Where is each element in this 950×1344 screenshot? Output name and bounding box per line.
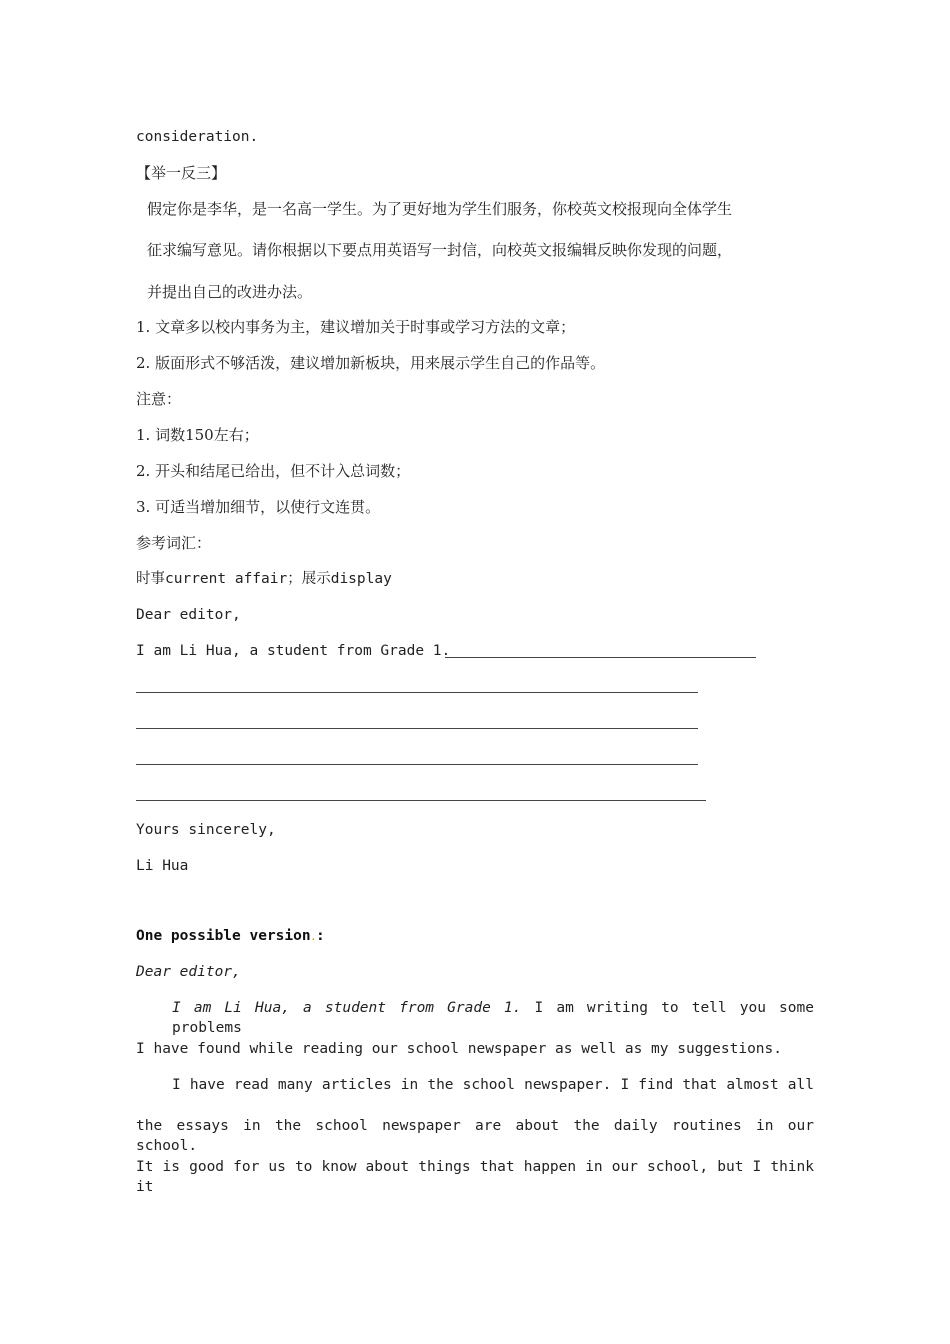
continued-text: consideration. (136, 129, 259, 145)
point-2: 2. 版面形式不够活泼，建议增加新板块，用来展示学生自己的作品等。 (136, 354, 606, 372)
letter-signature: Li Hua (136, 858, 189, 874)
letter-closing: Yours sincerely, (136, 822, 276, 838)
sample-p1-line-1 (172, 998, 814, 1038)
note-1: 1. 词数150左右； (136, 426, 259, 444)
answer-line (136, 800, 706, 801)
sample-p2-line-1: I have read many articles in the school newspaper. I find that almost all (172, 1077, 814, 1093)
point-1: 1. 文章多以校内事务为主，建议增加关于时事或学习方法的文章； (136, 318, 576, 336)
section-title: 【举一反三】 (136, 164, 227, 182)
note-2: 2. 开头和结尾已给出，但不计入总词数； (136, 462, 411, 480)
answer-line (136, 692, 698, 693)
prompt-line-2: 征求编写意见。请你根据以下要点用英语写一封信，向校英文报编辑反映你发现的问题， (147, 241, 733, 259)
answer-line (136, 728, 698, 729)
sample-p1-line-2: I have found while reading our school newspaper as well as my suggestions. (136, 1041, 783, 1057)
vocab-title: 参考词汇： (136, 534, 212, 552)
note-3: 3. 可适当增加细节，以使行文连贯。 (136, 498, 381, 516)
answer-line (445, 657, 756, 658)
sample-p2-line-2: the essays in the school newspaper are about the daily routines in our school. (136, 1118, 814, 1154)
sample-p1-rest: I am writing to tell you some problems (172, 1000, 814, 1036)
mark-dot: . (310, 933, 317, 943)
notes-title: 注意： (136, 390, 182, 408)
letter-greeting: Dear editor, (136, 607, 241, 623)
vocab-line: 时事current affair；展示display (136, 571, 392, 587)
answer-line (136, 764, 698, 765)
prompt-line-1: 假定你是李华，是一名高一学生。为了更好地为学生们服务，你校英文校报现向全体学生 (147, 200, 733, 218)
letter-opening: I am Li Hua, a student from Grade 1. (136, 643, 451, 659)
sample-greeting: Dear editor, (136, 964, 241, 980)
sample-title-text: One possible version (136, 928, 311, 944)
sample-p1-italic: I am Li Hua, a student from Grade 1. (172, 1000, 522, 1016)
sample-title (136, 926, 325, 948)
prompt-line-3: 并提出自己的改进办法。 (147, 283, 313, 301)
sample-p2-line-3: It is good for us to know about things that happen in our school, but I think it (136, 1159, 814, 1195)
sample-title-colon: : (316, 928, 325, 944)
